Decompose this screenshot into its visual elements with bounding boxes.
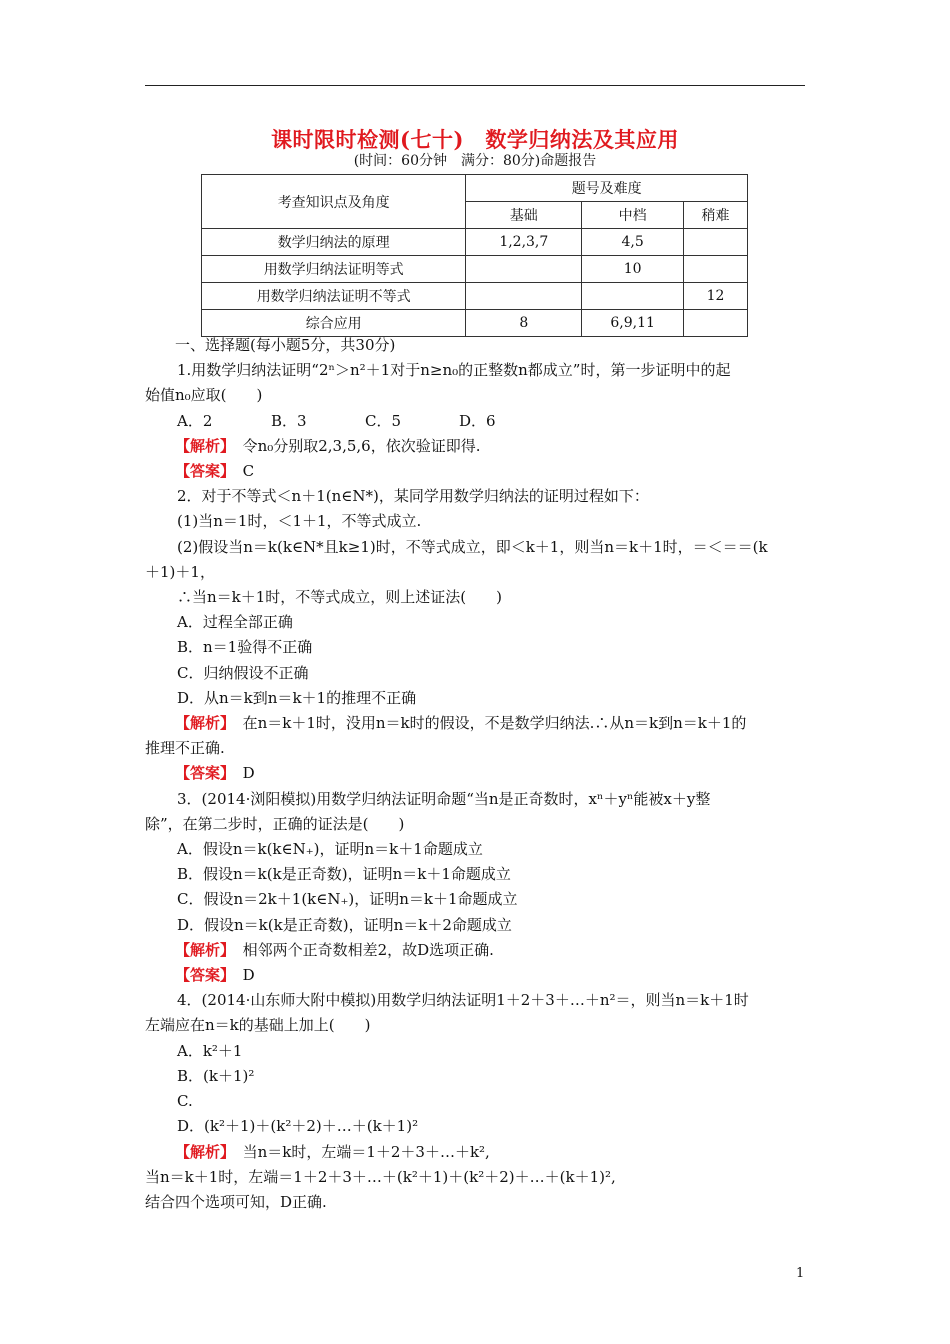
q2-step1: (1)当n＝1时，＜1＋1，不等式成立. — [177, 512, 422, 531]
q2-option-b: B．n＝1验得不正确 — [177, 638, 313, 657]
q1-analysis — [145, 434, 811, 459]
q3-analysis-text: 相邻两个正奇数相差2，故D选项正确. — [242, 940, 494, 959]
q1-option-c: C．5 — [365, 411, 402, 430]
q2-answer — [145, 761, 811, 786]
cell-mid — [582, 283, 684, 310]
q3-answer-text: D — [242, 966, 255, 985]
analysis-label: 【 解析 】 — [175, 941, 228, 959]
q1-options — [145, 409, 811, 434]
q4-stem: 4．(2014·山东师大附中模拟)用数学归纳法证明1＋2＋3＋…＋n²＝，则当n＝k＋1时 — [177, 991, 749, 1010]
proposition-report-table — [201, 174, 748, 337]
q1-answer-text: C — [242, 462, 255, 481]
q4-option-a: A．k²＋1 — [177, 1041, 243, 1060]
analysis-label: 【 解析 】 — [175, 1143, 228, 1161]
answer-label: 【 答案 】 — [175, 966, 228, 984]
q1-option-a: A．2 — [177, 411, 213, 430]
q2-analysis — [145, 711, 811, 736]
cell-topic: 综合应用 — [202, 310, 466, 337]
table-row — [202, 229, 748, 256]
table-row — [202, 256, 748, 283]
q2-option-a: A．过程全部正确 — [177, 613, 293, 632]
cell-mid: 10 — [582, 256, 684, 283]
q1-option-b: B．3 — [271, 411, 307, 430]
cell-basic — [466, 256, 582, 283]
level-basic: 基础 — [466, 202, 582, 229]
cell-hard: 12 — [684, 283, 748, 310]
q4-option-c: C. — [177, 1092, 193, 1111]
page-title: 课时限时检测(七十) 数学归纳法及其应用 — [271, 127, 679, 152]
cell-basic: 8 — [466, 310, 582, 337]
q3-option-a: A．假设n＝k(k∈N₊)，证明n＝k＋1命题成立 — [177, 840, 483, 859]
q4-analysis-line3: 结合四个选项可知，D正确. — [145, 1192, 327, 1211]
q4-analysis — [145, 1140, 811, 1165]
q2-analysis-text: 在n＝k＋1时，没用n＝k时的假设，不是数学归纳法.∴从n＝k到n＝k＋1的 — [242, 714, 747, 733]
q2-option-d: D．从n＝k到n＝k＋1的推理不正确 — [177, 688, 417, 707]
table-header-row — [202, 175, 748, 202]
q2-step2-cont: ＋1)＋1， — [145, 562, 215, 581]
q2-analysis-cont: 推理不正确. — [145, 739, 225, 758]
q2-answer-text: D — [242, 764, 255, 783]
q2-stem: 2．对于不等式＜n＋1(n∈N*)，某同学用数学归纳法的证明过程如下： — [177, 487, 649, 506]
level-hard: 稍难 — [684, 202, 748, 229]
q3-stem-cont: 除”，在第二步时，正确的证法是( ) — [145, 814, 405, 833]
q1-analysis-text: 令n₀分别取2,3,5,6，依次验证即得. — [242, 436, 481, 455]
answer-label: 【 答案 】 — [175, 764, 228, 782]
section-heading: 一、选择题(每小题5分，共30分) — [175, 336, 396, 354]
q3-analysis — [145, 938, 811, 963]
question-body — [145, 333, 811, 1215]
q4-analysis-text: 当n＝k时，左端＝1＋2＋3＋…＋k², — [242, 1142, 490, 1161]
header-rule — [145, 85, 805, 86]
q2-option-c: C．归纳假设不正确 — [177, 663, 309, 682]
q1-option-d: D．6 — [459, 411, 496, 430]
q3-option-b: B．假设n＝k(k是正奇数)，证明n＝k＋1命题成立 — [177, 865, 511, 884]
cell-basic — [466, 283, 582, 310]
page-subtitle: (时间：60分钟 满分：80分)命题报告 — [353, 153, 597, 169]
cell-mid: 4,5 — [582, 229, 684, 256]
q1-answer — [145, 459, 811, 484]
page-number: 1 — [796, 1266, 805, 1281]
header-knowledge: 考查知识点及角度 — [202, 175, 466, 229]
level-mid: 中档 — [582, 202, 684, 229]
q3-option-d: D．假设n＝k(k是正奇数)，证明n＝k＋2命题成立 — [177, 915, 512, 934]
answer-label: 【 答案 】 — [175, 462, 228, 480]
q4-option-b: B．(k＋1)² — [177, 1066, 255, 1085]
q3-answer — [145, 963, 811, 988]
header-difficulty: 题号及难度 — [466, 175, 748, 202]
cell-topic: 数学归纳法的原理 — [202, 229, 466, 256]
q3-stem: 3．(2014·浏阳模拟)用数学归纳法证明命题“当n是正奇数时，xⁿ＋yⁿ能被x＋y整 — [177, 789, 711, 808]
analysis-label: 【 解析 】 — [175, 714, 228, 732]
analysis-label: 【 解析 】 — [175, 437, 228, 455]
q4-analysis-line2: 当n＝k＋1时，左端＝1＋2＋3＋…＋(k²＋1)＋(k²＋2)＋…＋(k＋1)², — [145, 1167, 616, 1186]
table-row — [202, 283, 748, 310]
q4-option-d: D．(k²＋1)＋(k²＋2)＋…＋(k＋1)² — [177, 1117, 419, 1136]
q3-option-c: C．假设n＝2k＋1(k∈N₊)，证明n＝k＋1命题成立 — [177, 890, 518, 909]
q2-step2: (2)假设当n＝k(k∈N*且k≥1)时，不等式成立，即＜k＋1，则当n＝k＋1时，＝＜＝＝(k — [177, 537, 768, 556]
q1-stem-cont: 始值n₀应取( ) — [145, 386, 263, 405]
q2-step3: ∴当n＝k＋1时，不等式成立，则上述证法( ) — [177, 588, 502, 607]
cell-hard — [684, 229, 748, 256]
q4-stem-cont: 左端应在n＝k的基础上加上( ) — [145, 1016, 371, 1035]
q1-stem: 1.用数学归纳法证明“2ⁿ＞n²＋1对于n≥n₀的正整数n都成立”时，第一步证明中的起 — [177, 361, 731, 380]
cell-basic: 1,2,3,7 — [466, 229, 582, 256]
cell-hard — [684, 256, 748, 283]
cell-mid: 6,9,11 — [582, 310, 684, 337]
cell-topic: 用数学归纳法证明等式 — [202, 256, 466, 283]
cell-topic: 用数学归纳法证明不等式 — [202, 283, 466, 310]
